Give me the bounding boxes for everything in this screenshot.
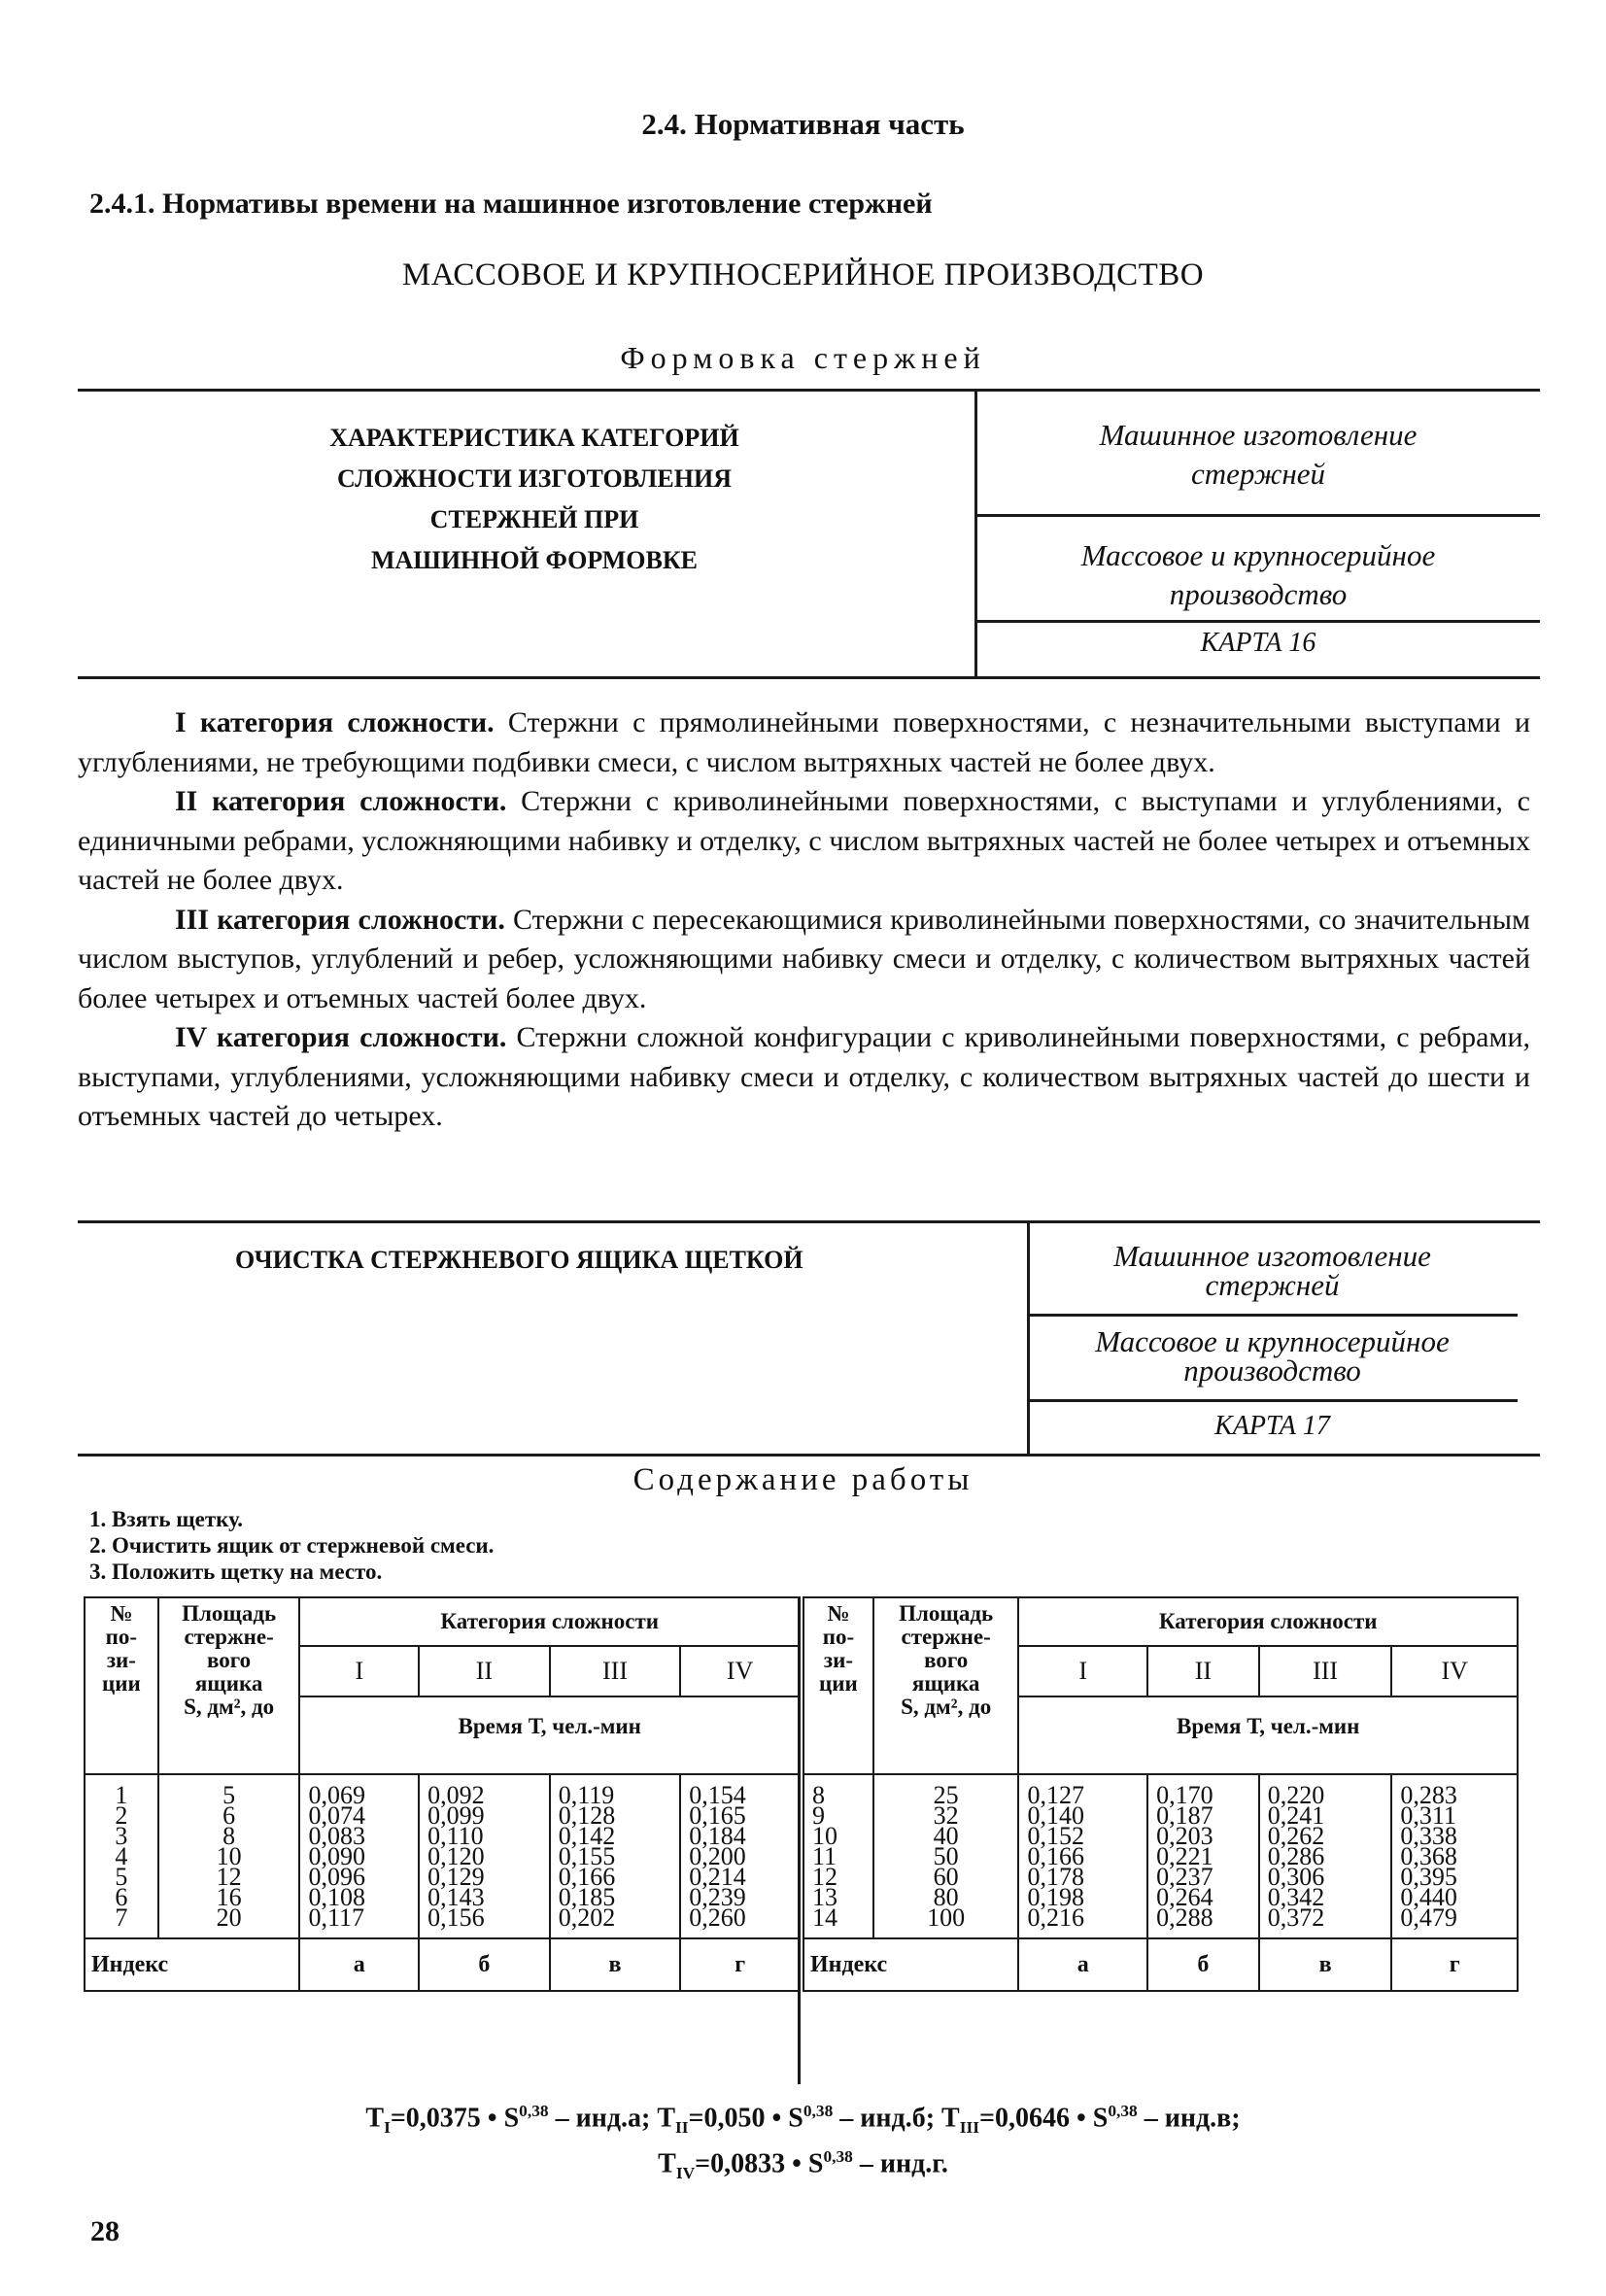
table-cell: 0,237 [1156, 1863, 1213, 1891]
table-cell: 0,185 [558, 1883, 616, 1911]
area-column [873, 1774, 1019, 1938]
table-cell: 0,264 [1156, 1883, 1213, 1911]
table-cell: 0,479 [1400, 1903, 1457, 1932]
table-cell: 0,165 [689, 1801, 746, 1830]
table-cell: 0,372 [1267, 1903, 1325, 1932]
table-cell: 0,166 [558, 1863, 616, 1891]
area-header: Площадь стержне- вого ящика S, дм², до [158, 1597, 300, 1774]
table-cell: 5 [222, 1781, 236, 1809]
category-4-header: IV [680, 1646, 800, 1696]
table-cell: 5 [115, 1863, 128, 1891]
index-g: г [680, 1938, 800, 1991]
card17-left-title: ОЧИСТКА СТЕРЖНЕВОГО ЯЩИКА ЩЕТКОЙ [235, 1246, 803, 1274]
table-cell: 0,239 [689, 1883, 746, 1911]
time-cat1-column [1018, 1774, 1147, 1938]
table-cell: 0,096 [308, 1863, 365, 1891]
table-cell: 0,142 [558, 1822, 616, 1850]
table-cell: 0,184 [689, 1822, 746, 1850]
card17-label: КАРТА 17 [1214, 1411, 1330, 1441]
table-cell: 10 [216, 1842, 242, 1870]
table-cell: 50 [933, 1842, 959, 1870]
table-cell: 0,260 [689, 1903, 746, 1932]
table-cell: 14 [812, 1903, 837, 1932]
area-column [158, 1774, 300, 1938]
subsection-title: 2.4.1. Нормативы времени на машинное изготовление стержней [89, 188, 933, 220]
card17-bottom-rule [78, 1454, 1540, 1456]
table-cell: 0,090 [308, 1842, 365, 1870]
table-data [85, 1774, 800, 1938]
table-cell: 25 [933, 1781, 959, 1809]
table-cell: 0,127 [1027, 1781, 1084, 1809]
table-cell: 0,156 [427, 1903, 485, 1932]
card16-bottom-rule [78, 676, 1540, 679]
table-cell: 0,262 [1267, 1822, 1325, 1850]
table-cell: 0,178 [1027, 1863, 1084, 1891]
table-cell: 0,083 [308, 1822, 365, 1850]
category-2-header: II [1147, 1646, 1259, 1696]
table-cell: 0,216 [1027, 1903, 1084, 1932]
table-cell: 0,220 [1267, 1781, 1325, 1809]
work-content-title: Содержание работы [632, 1462, 974, 1497]
category-header: Категория сложности [1018, 1597, 1518, 1646]
table-data [803, 1774, 1518, 1938]
time-cat3-column [550, 1774, 681, 1938]
table-cell: 9 [812, 1801, 825, 1830]
table-cell: 40 [933, 1822, 959, 1850]
table-cell: 0,143 [427, 1883, 485, 1911]
time-cat4-column [680, 1774, 800, 1938]
category-1-header: I [299, 1646, 419, 1696]
time-norms-table-right [803, 1596, 1519, 1992]
table-cell: 8 [222, 1822, 236, 1850]
position-header: № по- зи- ции [85, 1597, 158, 1774]
table-cell: 0,154 [689, 1781, 746, 1809]
table-cell: 0,129 [427, 1863, 485, 1891]
table-cell: 4 [115, 1842, 128, 1870]
position-column [85, 1774, 158, 1938]
table-cell: 60 [933, 1863, 959, 1891]
table-cell: 13 [812, 1883, 837, 1911]
table-cell: 3 [115, 1822, 128, 1850]
table-cell: 0,311 [1400, 1801, 1456, 1830]
table-cell: 11 [812, 1842, 837, 1870]
table-cell: 0,203 [1156, 1822, 1213, 1850]
table-cell: 0,069 [308, 1781, 365, 1809]
work-steps [89, 1506, 494, 1585]
table-cell: 0,117 [308, 1903, 365, 1932]
table-cell: 1 [115, 1781, 128, 1809]
work-step: 3. Положить щетку на место. [89, 1559, 383, 1584]
table-cell: 0,128 [558, 1801, 616, 1830]
category-2-header: II [419, 1646, 550, 1696]
card16-production-type: Массовое и крупносерийное производство [1080, 538, 1436, 611]
table-cell: 0,395 [1400, 1863, 1457, 1891]
table-cell: 0,110 [427, 1822, 484, 1850]
section-title: 2.4. Нормативная часть [641, 107, 965, 141]
table-cell: 0,306 [1267, 1863, 1325, 1891]
table-cell: 100 [927, 1903, 966, 1932]
index-a: а [1018, 1938, 1147, 1991]
table-cell: 0,342 [1267, 1883, 1325, 1911]
table-cell: 7 [115, 1903, 128, 1932]
category-3: III категория сложности. Стержни с пересекающимися криволинейными поверхностями, со значительным числом выступов, углублений и ребер, усложняющими набивку смеси и отделку, с количеством вытряхных частей более четырех и отъемных частей более двух. [78, 903, 1530, 1014]
table-cell: 0,198 [1027, 1883, 1084, 1911]
area-header: Площадь стержне- вого ящика S, дм², до [873, 1597, 1019, 1774]
card16-label: КАРТА 16 [1200, 628, 1316, 658]
card16-process: Машинное изготовление стержней [1099, 418, 1418, 491]
table-cell: 0,108 [308, 1883, 365, 1911]
index-label: Индекс [803, 1938, 1018, 1991]
table-cell: 16 [216, 1883, 242, 1911]
table-cell: 32 [933, 1801, 959, 1830]
table-cell: 0,140 [1027, 1801, 1084, 1830]
work-step: 1. Взять щетку. [89, 1507, 244, 1531]
table-cell: 2 [115, 1801, 128, 1830]
category-3-header: III [1259, 1646, 1392, 1696]
category-descriptions [78, 703, 1530, 1137]
table-cell: 0,214 [689, 1863, 746, 1891]
table-cell: 0,170 [1156, 1781, 1213, 1809]
card16-right-rule-2 [974, 620, 1540, 623]
category-header: Категория сложности [299, 1597, 800, 1646]
table-cell: 0,200 [689, 1842, 746, 1870]
index-b: б [419, 1938, 550, 1991]
table-separator [798, 1596, 801, 2084]
card17-top-rule [78, 1220, 1540, 1223]
table-cell: 0,166 [1027, 1842, 1084, 1870]
card17-right-rule-1 [1027, 1314, 1518, 1317]
card16-top-rule [78, 389, 1540, 392]
category-2: II категория сложности. Стержни с криволинейными поверхностями, с выступами и углублениями, с единичными ребрами, усложняющими набивку и отделку, с числом вытряхных частей не более четырех и отъемных частей не более двух. [78, 785, 1530, 896]
time-header: Время Т, чел.-мин [299, 1696, 800, 1774]
category-4: IV категория сложности. Стержни сложной конфигурации с криволинейными поверхностями, с ребрами, выступами, углублениями, усложняющими набивку смеси и отделку, с количеством вытряхных частей до шести и отъемных частей до четырех. [78, 1021, 1531, 1132]
index-b: б [1147, 1938, 1259, 1991]
table-cell: 0,099 [427, 1801, 485, 1830]
operation-title: Формовка стержней [620, 340, 986, 375]
table-cell: 8 [812, 1781, 825, 1809]
category-4-header: IV [1391, 1646, 1518, 1696]
table-cell: 0,152 [1027, 1822, 1084, 1850]
table-cell: 0,155 [558, 1842, 616, 1870]
table-cell: 0,119 [558, 1781, 615, 1809]
work-step: 2. Очистить ящик от стержневой смеси. [89, 1533, 495, 1558]
card16-left-title: ХАРАКТЕРИСТИКА КАТЕГОРИЙ СЛОЖНОСТИ ИЗГОТОВЛЕНИЯ СТЕРЖНЕЙ ПРИ МАШИННОЙ ФОРМОВКЕ [329, 424, 739, 574]
category-1-header: I [1018, 1646, 1147, 1696]
table-cell: 0,368 [1400, 1842, 1457, 1870]
index-v: в [550, 1938, 681, 1991]
index-v: в [1259, 1938, 1392, 1991]
index-a: а [299, 1938, 419, 1991]
formula-line-1: $T_I=0,0375$ • S$^{0,38}$ – инд.а; $T_{II}=0,050$ • S$^{0,38}$ – инд.б; $T_{III}=0,0646$ • S$^{0,38}$ – инд.в; [365, 2102, 1241, 2137]
table-cell: 0,202 [558, 1903, 616, 1932]
time-cat2-column [1147, 1774, 1259, 1938]
position-column [803, 1774, 873, 1938]
table-cell: 6 [115, 1883, 128, 1911]
table-cell: 0,440 [1400, 1883, 1457, 1911]
category-3-header: III [550, 1646, 681, 1696]
time-cat3-column [1259, 1774, 1392, 1938]
table-cell: 0,074 [308, 1801, 365, 1830]
time-cat1-column [299, 1774, 419, 1938]
table-cell: 0,241 [1267, 1801, 1325, 1830]
production-title: МАССОВОЕ И КРУПНОСЕРИЙНОЕ ПРОИЗВОДСТВО [401, 257, 1205, 292]
table-cell: 12 [812, 1863, 837, 1891]
table-cell: 10 [812, 1822, 837, 1850]
card17-production-type: Массовое и крупносерийное производство [1095, 1324, 1450, 1388]
table-cell: 0,092 [427, 1781, 485, 1809]
table-cell: 12 [216, 1863, 242, 1891]
time-formulas [0, 2097, 1606, 2188]
table-cell: 0,286 [1267, 1842, 1325, 1870]
table-cell: 6 [222, 1801, 236, 1830]
index-g: г [1391, 1938, 1518, 1991]
page-number: 28 [90, 2215, 120, 2247]
card17-process: Машинное изготовление стержней [1113, 1239, 1431, 1302]
card16-right-rule-1 [974, 514, 1540, 517]
formula-line-2: $T_{IV}=0,0833$ • S$^{0,38}$ – инд.г. [658, 2146, 948, 2182]
table-cell: 20 [216, 1903, 242, 1932]
table-cell: 0,187 [1156, 1801, 1213, 1830]
table-cell: 0,120 [427, 1842, 485, 1870]
position-header: № по- зи- ции [803, 1597, 873, 1774]
index-label: Индекс [85, 1938, 299, 1991]
time-header: Время Т, чел.-мин [1018, 1696, 1518, 1774]
card17-right-rule-2 [1027, 1399, 1518, 1402]
category-1: I категория сложности. Стержни с прямолинейными поверхностями, с незначительными выступами и углублениями, не требующими подбивки смеси, с числом вытряхных частей не более двух. [78, 706, 1530, 778]
time-norms-table-left [84, 1596, 801, 1992]
time-cat2-column [419, 1774, 550, 1938]
time-cat4-column [1391, 1774, 1518, 1938]
table-cell: 0,283 [1400, 1781, 1457, 1809]
table-cell: 0,221 [1156, 1842, 1213, 1870]
table-cell: 0,338 [1400, 1822, 1457, 1850]
table-cell: 0,288 [1156, 1903, 1213, 1932]
table-cell: 80 [933, 1883, 959, 1911]
